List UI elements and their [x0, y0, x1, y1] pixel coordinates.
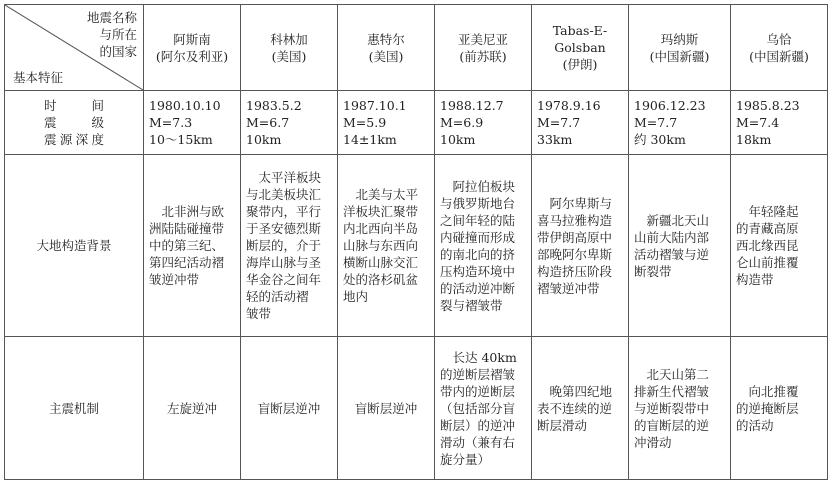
text-line: 构造带: [736, 272, 774, 287]
basic-features-row: [5, 91, 828, 155]
earthquake-country: (中国新疆): [749, 48, 809, 64]
tectonic-cell-tabas: [532, 155, 629, 337]
earthquake-name: 阿斯南: [173, 31, 211, 47]
earthquake-country: (前苏联): [459, 48, 507, 64]
row-label-magnitude: 震 级: [44, 115, 104, 130]
time-value: 1983.5.2: [246, 98, 302, 113]
text-line: 于圣安德烈斯: [246, 221, 322, 236]
text-line: 仑山前推覆: [736, 255, 799, 270]
text-line: 与逆断裂带中: [634, 400, 710, 416]
magnitude-value: M=5.9: [343, 115, 387, 130]
mainshock-mechanism-row: [5, 337, 828, 480]
mechanism-cell-wuqia: [731, 337, 828, 480]
text-line: 山脉与东西向: [343, 238, 419, 253]
text-line: 阿拉伯板块: [440, 178, 516, 194]
text-line: 中的第三纪、: [149, 238, 225, 253]
text-line: 西北缘西昆: [736, 238, 799, 253]
text-line: 的青藏高原: [736, 221, 799, 236]
depth-value: 18km: [736, 132, 772, 147]
depth-value: 10km: [246, 132, 282, 147]
text-line: 年轻隆起: [736, 204, 799, 219]
corner-top-label: [87, 9, 137, 60]
basic-cell-wuqia: [731, 91, 828, 155]
text-line: 断层）的逆冲: [440, 417, 516, 433]
text-line: 聚带内，平行: [246, 204, 322, 219]
text-line: 左旋逆冲: [166, 400, 217, 416]
basic-cell-asnam: [144, 91, 241, 155]
earthquake-comparison-table: [4, 4, 828, 480]
text-line: 内北西向半岛: [343, 221, 419, 236]
earthquake-name: 玛纳斯: [660, 31, 699, 47]
text-line: 部晚阿尔卑斯: [537, 246, 613, 262]
earthquake-name-line: Golsban: [554, 40, 606, 55]
text-line: 的南北向的挤: [440, 246, 516, 262]
earthquake-country: (阿尔及利亚): [155, 48, 229, 64]
magnitude-value: M=6.9: [440, 115, 484, 130]
text-line: 向北推覆: [736, 383, 799, 399]
tectonic-cell-asnam: [144, 155, 241, 337]
text-line: 晚第四纪地: [537, 383, 613, 399]
column-header-coalinga: [241, 5, 338, 91]
time-value: 1980.10.10: [149, 98, 221, 113]
text-line: 压构造环境中: [440, 263, 516, 279]
magnitude-value: M=7.7: [537, 115, 581, 130]
text-line: 山前大陆内部: [634, 229, 710, 245]
column-header-armenia: [435, 5, 532, 91]
mechanism-cell-coalinga: [241, 337, 338, 480]
text-line: 横断山脉交汇: [343, 255, 419, 270]
text-line: 轻的活动褶: [246, 289, 309, 304]
text-line: 之间年轻的陆: [440, 212, 516, 228]
tectonic-background-row: [5, 155, 828, 337]
depth-value: 10～15km: [149, 132, 213, 147]
text-line: 的活动: [736, 417, 774, 433]
earthquake-country: (美国): [271, 48, 307, 64]
text-line: （包括部分盲: [440, 400, 516, 416]
earthquake-name: 惠特尔: [367, 31, 405, 47]
earthquake-country: (中国新疆): [649, 48, 710, 64]
earthquake-country: (伊朗): [562, 57, 598, 72]
basic-cell-tabas: [532, 91, 629, 155]
text-line: 北天山第二: [634, 366, 710, 382]
text-line: 阿尔卑斯与: [537, 195, 613, 211]
depth-value: 约 30km: [634, 132, 686, 147]
earthquake-name: 科林加: [270, 31, 308, 47]
text-line: 处的洛杉矶盆: [343, 272, 419, 287]
text-line: 第四纪活动褶: [149, 255, 225, 270]
text-line: 北非洲与欧: [149, 204, 225, 219]
row-label-depth: 震源深度: [44, 132, 104, 147]
magnitude-value: M=7.4: [736, 115, 780, 130]
mechanism-cell-asnam: [144, 337, 241, 480]
row-label-tectonic: 大地构造背景: [5, 155, 144, 337]
column-header-wuqia: [731, 5, 828, 91]
column-header-whittier: [338, 5, 435, 91]
column-header-tabas: [532, 5, 629, 91]
text-line: 活动褶皱与逆: [634, 246, 710, 262]
text-line: 盲断层逆冲: [257, 400, 321, 416]
depth-value: 14±1km: [343, 132, 397, 147]
text-line: 皱逆冲带: [149, 272, 200, 287]
basic-cell-coalinga: [241, 91, 338, 155]
tectonic-cell-whittier: [338, 155, 435, 337]
text-line: 排新生代褶皱: [634, 383, 710, 399]
text-line: 褶皱逆冲带: [537, 280, 600, 296]
magnitude-value: M=7.3: [149, 115, 193, 130]
text-line: 盲断层逆冲: [354, 400, 418, 416]
text-line: 带内的逆断层: [440, 383, 516, 399]
basic-cell-manas: [629, 91, 731, 155]
earthquake-country: (美国): [368, 48, 404, 64]
corner-top-line: 的国家: [99, 44, 137, 59]
text-line: 的活动逆冲断: [440, 280, 516, 296]
header-row: [5, 5, 828, 91]
mechanism-cell-manas: [629, 337, 731, 480]
text-line: 长达 40km: [440, 349, 517, 365]
time-value: 1988.12.7: [440, 98, 504, 113]
column-header-asnam: [144, 5, 241, 91]
text-line: 表不连续的逆: [537, 400, 613, 416]
row-label-mechanism: 主震机制: [5, 337, 144, 480]
text-line: 的盲断层的逆: [634, 417, 710, 433]
text-line: 带伊朗高原中: [537, 229, 613, 245]
text-line: 皱带: [246, 306, 272, 321]
text-line: 内碰撞而形成: [440, 229, 516, 245]
earthquake-name-line: Tabas-E-: [552, 23, 608, 38]
text-line: 洋板块汇聚带: [343, 204, 419, 219]
text-line: 旋分量）: [440, 451, 491, 467]
column-header-manas: [629, 5, 731, 91]
basic-cell-armenia: [435, 91, 532, 155]
time-value: 1985.8.23: [736, 98, 800, 113]
time-value: 1987.10.1: [343, 98, 407, 113]
text-line: 断层的，介于: [246, 238, 322, 253]
depth-value: 10km: [440, 132, 476, 147]
corner-bottom-label: 基本特征: [13, 70, 64, 85]
time-value: 1978.9.16: [537, 98, 601, 113]
text-line: 新疆北天山: [634, 212, 710, 228]
text-line: 洲陆陆碰撞带: [149, 221, 225, 236]
basic-cell-whittier: [338, 91, 435, 155]
mechanism-cell-whittier: [338, 337, 435, 480]
time-value: 1906.12.23: [634, 98, 706, 113]
text-line: 滑动（兼有右: [440, 434, 516, 450]
text-line: 与俄罗斯地台: [440, 195, 516, 211]
text-line: 的逆掩断层: [736, 400, 799, 416]
text-line: 北美与太平: [343, 187, 419, 202]
earthquake-name: 亚美尼亚: [457, 31, 508, 47]
depth-value: 33km: [537, 132, 573, 147]
text-line: 喜马拉雅构造: [537, 212, 613, 228]
text-line: 华金谷之间年: [246, 272, 322, 287]
corner-top-line: 与所在: [99, 27, 137, 42]
tectonic-cell-wuqia: [731, 155, 828, 337]
tectonic-cell-coalinga: [241, 155, 338, 337]
text-line: 太平洋板块: [246, 170, 322, 185]
text-line: 海岸山脉与圣: [246, 255, 322, 270]
corner-header-cell: [5, 5, 144, 91]
text-line: 冲滑动: [634, 434, 672, 450]
tectonic-cell-manas: [629, 155, 731, 337]
mechanism-cell-armenia: [435, 337, 532, 480]
row-label-basic: [5, 91, 144, 155]
row-label-time: 时 间: [44, 98, 104, 113]
magnitude-value: M=7.7: [634, 115, 678, 130]
magnitude-value: M=6.7: [246, 115, 290, 130]
text-line: 裂与褶皱带: [440, 297, 503, 313]
mechanism-cell-tabas: [532, 337, 629, 480]
tectonic-cell-armenia: [435, 155, 532, 337]
corner-top-line: 地震名称: [86, 10, 137, 25]
text-line: 断层滑动: [537, 417, 588, 433]
earthquake-name: 乌恰: [766, 31, 792, 47]
text-line: 的逆断层褶皱: [440, 366, 516, 382]
text-line: 构造挤压阶段: [537, 263, 613, 279]
text-line: 断裂带: [634, 263, 672, 279]
text-line: 地内: [343, 289, 369, 304]
text-line: 与北美板块汇: [246, 187, 322, 202]
